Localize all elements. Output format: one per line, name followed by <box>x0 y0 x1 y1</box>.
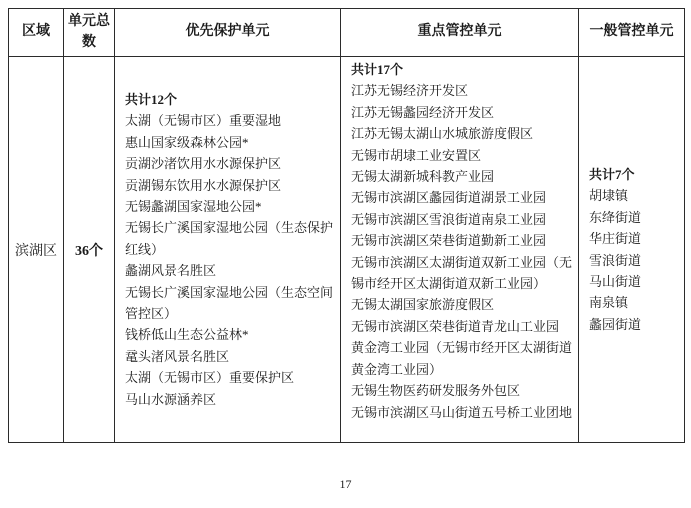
list-item: 无锡市滨湖区马山街道五号桥工业团地 <box>351 404 573 420</box>
list-item: 无锡市滨湖区太湖街道双新工业园（无锡市经开区太湖街道双新工业园） <box>351 254 573 292</box>
general-units-list <box>589 185 678 335</box>
list-item: 江苏无锡经济开发区 <box>351 83 469 99</box>
priority-units-count: 共计12个 <box>125 91 178 107</box>
list-item: 无锡市胡埭工业安置区 <box>351 147 482 163</box>
list-item: 贡湖沙渚饮用水水源保护区 <box>125 156 282 172</box>
key-units-count: 共计17个 <box>351 62 404 77</box>
list-item: 蠡园街道 <box>589 316 642 332</box>
header-region: 区域 <box>9 9 64 57</box>
priority-units-cell <box>115 57 341 442</box>
unit-total-cell: 36个 <box>64 57 115 442</box>
list-item: 无锡市滨湖区蠡园街道湖景工业园 <box>351 190 547 206</box>
priority-units-list <box>125 110 334 410</box>
list-item: 江苏无锡太湖山水城旅游度假区 <box>351 126 534 142</box>
list-item: 无锡市滨湖区荣巷街道青龙山工业园 <box>351 318 560 334</box>
list-item: 无锡太湖国家旅游度假区 <box>351 297 495 313</box>
list-item: 太湖（无锡市区）重要湿地 <box>125 113 282 129</box>
key-units-list <box>351 80 572 423</box>
list-item: 鼋头渚风景名胜区 <box>125 348 230 364</box>
page-number: 17 <box>339 477 352 491</box>
list-item: 太湖（无锡市区）重要保护区 <box>125 370 295 386</box>
list-item: 雪浪街道 <box>589 252 642 268</box>
list-item: 贡湖锡东饮用水水源保护区 <box>125 177 282 193</box>
header-general-control-units: 一般管控单元 <box>579 9 684 57</box>
list-item: 无锡市滨湖区雪浪街道南泉工业园 <box>351 211 547 227</box>
management-units-table <box>8 8 685 443</box>
list-item: 马山水源涵养区 <box>125 391 217 407</box>
general-units-count: 共计7个 <box>589 166 635 182</box>
list-item: 惠山国家级森林公园* <box>125 134 249 150</box>
region-cell: 滨湖区 <box>9 57 64 442</box>
list-item: 黄金湾工业园（无锡市经开区太湖街道黄金湾工业园） <box>351 340 573 377</box>
list-item: 无锡长广溪国家湿地公园（生态空间管控区） <box>125 284 334 322</box>
list-item: 钱桥低山生态公益林* <box>125 327 249 343</box>
list-item: 江苏无锡蠡园经济开发区 <box>351 104 495 120</box>
table-data-row <box>9 57 684 442</box>
list-item: 东绛街道 <box>589 209 642 225</box>
list-item: 南泉镇 <box>589 295 629 311</box>
list-item: 无锡太湖新城科教产业园 <box>351 169 495 185</box>
header-unit-total: 单元总数 <box>64 9 115 57</box>
list-item: 马山街道 <box>589 273 642 289</box>
list-item: 无锡长广溪国家湿地公园（生态保护红线） <box>125 220 334 257</box>
list-item: 无锡市滨湖区荣巷街道勤新工业园 <box>351 233 547 249</box>
list-item: 华庄街道 <box>589 231 642 247</box>
key-units-cell <box>341 57 579 442</box>
list-item: 无锡蠡湖国家湿地公园* <box>125 198 262 214</box>
header-key-control-units: 重点管控单元 <box>341 9 579 57</box>
table-header-row <box>9 9 684 57</box>
list-item: 胡埭镇 <box>589 188 629 204</box>
list-item: 无锡生物医药研发服务外包区 <box>351 383 521 399</box>
list-item: 蠡湖风景名胜区 <box>125 263 217 279</box>
header-priority-units: 优先保护单元 <box>115 9 341 57</box>
general-units-cell <box>579 57 684 442</box>
